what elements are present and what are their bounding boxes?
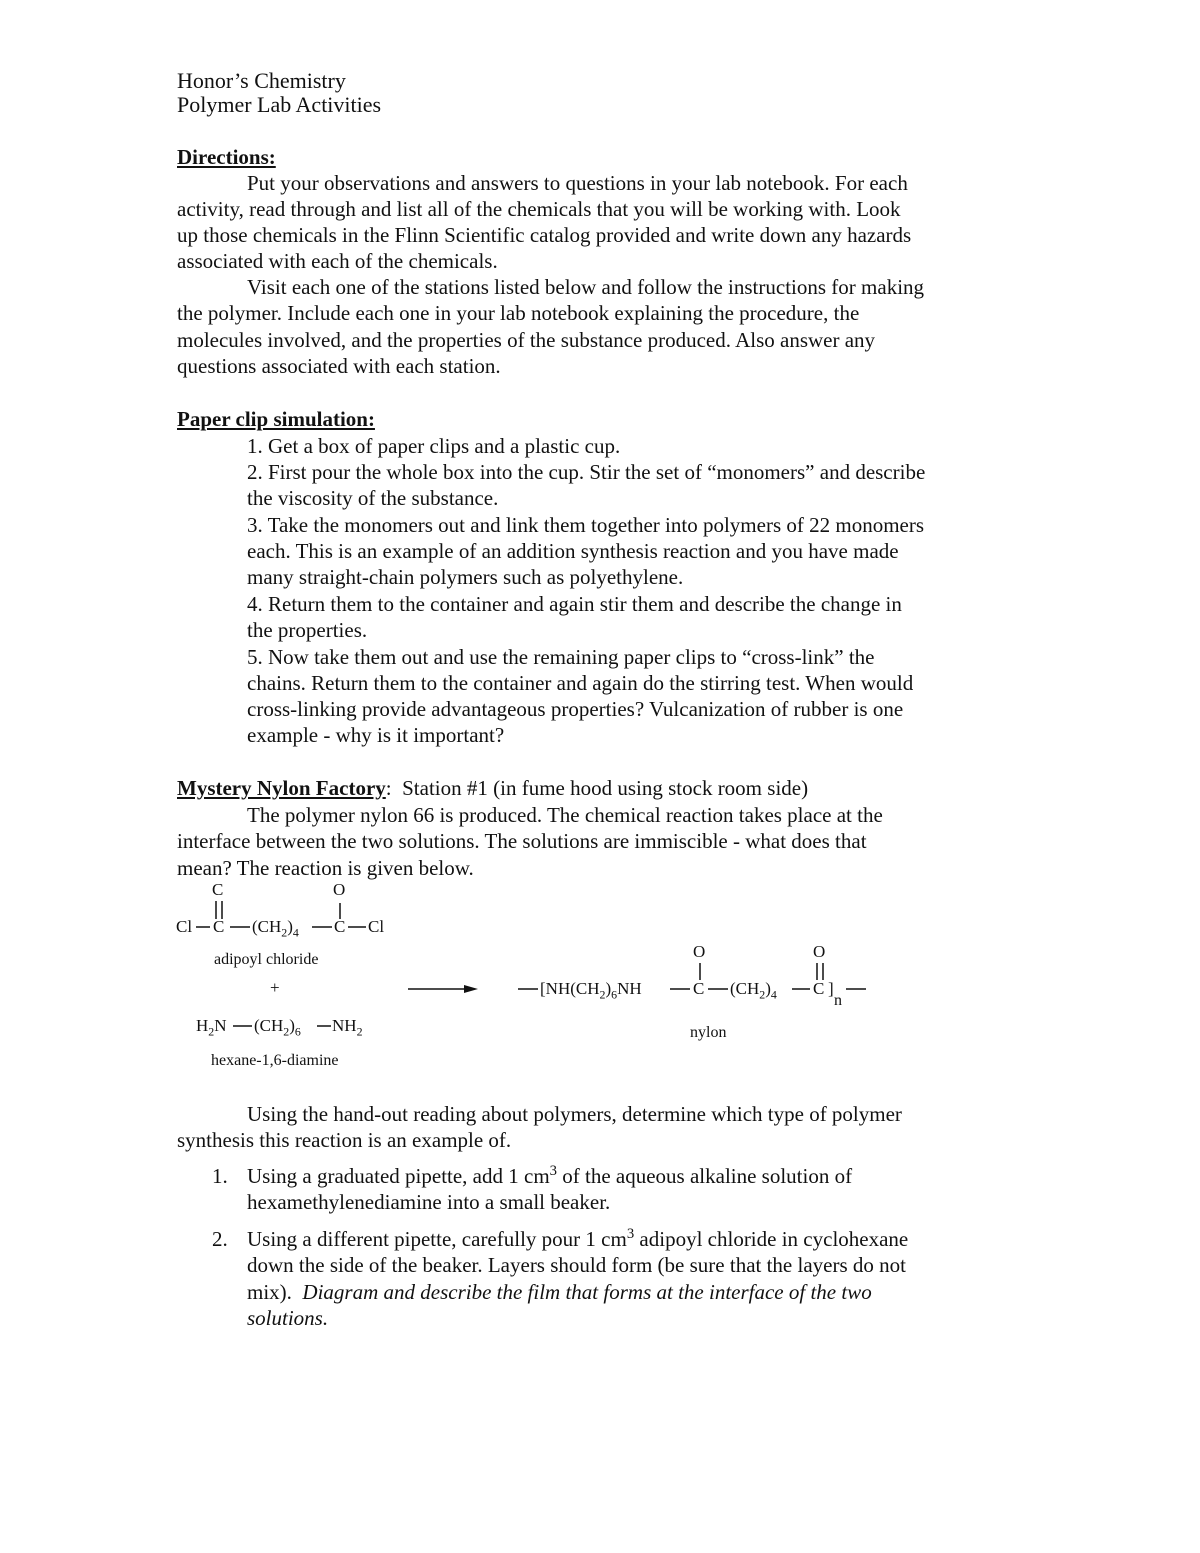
reaction-arrow-head [464,985,478,993]
nylon-station: Station #1 (in fume hood using stock room side) [391,776,809,800]
product-top-o-2: O [813,942,826,961]
adipoyl-cl-left: Cl [176,917,193,936]
paperclip-step-line-8: the properties. [247,618,368,642]
paperclip-step-line-5: each. This is an example of an addition synthesis reaction and you have made [247,539,899,563]
adipoyl-ch2-group: $(CH_2)_4$ [252,917,299,940]
directions-p1-line-2: activity, read through and list all of the chemicals that you will be working with. Look [177,197,901,221]
nylon-step-1-number: 1. [212,1164,228,1188]
hexane-label: hexane-1,6-diamine [211,1052,339,1069]
reaction-plus: + [270,978,280,997]
product-c-2: C [813,979,825,998]
diamine-nh2: $NH_2$ [332,1016,363,1039]
nylon-intro-line-1: The polymer nylon 66 is produced. The chemical reaction takes place at the [247,803,883,827]
product-ch2-group: $(CH_2)_4$ [730,979,777,1002]
nylon-label: nylon [690,1024,727,1041]
nylon-intro-line-3: mean? The reaction is given below. [177,856,474,880]
nylon-step-1-line-2: hexamethylenediamine into a small beaker. [247,1190,611,1214]
diamine-ch2-group: $(CH_2)_6$ [254,1016,301,1039]
directions-p1-line-1: Put your observations and answers to questions in your lab notebook. For each [247,171,908,195]
handout-line-1: Using the hand-out reading about polymers, determine which type of polymer [247,1102,902,1126]
nylon-heading-colon: : [385,776,392,800]
lab-title: Polymer Lab Activities [177,92,382,117]
nylon-step-2-number: 2. [212,1227,228,1251]
product-subscript-n: n [834,992,842,1009]
nylon-intro-line-2: interface between the two solutions. The solutions are immiscible - what does that [177,829,867,853]
adipoyl-top-c: C [212,880,224,899]
nylon-step-2-line-4: solutions. [247,1306,329,1330]
paperclip-step-line-10: chains. Return them to the container and again do the stirring test. When would [247,671,914,695]
directions-p1-line-4: associated with each of the chemicals. [177,249,498,273]
adipoyl-cl-right: Cl [368,917,385,936]
nylon-step-2-line-2: down the side of the beaker. Layers should form (be sure that the layers do not [247,1253,906,1277]
nylon-heading: Mystery Nylon Factory [177,776,386,800]
nylon-step-1-line-1: Using a graduated pipette, add 1 $cm^3$ of the aqueous alkaline solution of [247,1163,853,1188]
paperclip-step-line-7: 4. Return them to the container and again stir them and describe the change in [247,592,902,616]
product-bracket: ] [828,979,834,998]
paperclip-step-line-1: 1. Get a box of paper clips and a plastic cup. [247,434,621,458]
handout-line-2: synthesis this reaction is an example of. [177,1128,512,1152]
directions-p2-line-3: molecules involved, and the properties of the substance produced. Also answer any [177,328,876,352]
directions-p2-line-1: Visit each one of the stations listed below and follow the instructions for making [247,275,925,299]
directions-p2-line-2: the polymer. Include each one in your lab notebook explaining the procedure, the [177,301,860,325]
paperclip-step-line-4: 3. Take the monomers out and link them together into polymers of 22 monomers [247,513,925,537]
directions-p1-line-3: up those chemicals in the Flinn Scientific catalog provided and write down any hazards [177,223,912,247]
paperclip-step-line-12: example - why is it important? [247,723,505,747]
paperclip-step-line-11: cross-linking provide advantageous properties? Vulcanization of rubber is one [247,697,904,721]
paperclip-step-line-6: many straight-chain polymers such as polyethylene. [247,565,684,589]
paperclip-step-line-3: the viscosity of the substance. [247,486,499,510]
adipoyl-label: adipoyl chloride [214,951,319,968]
paperclip-step-line-2: 2. First pour the whole box into the cup. Stir the set of “monomers” and describe [247,460,926,484]
adipoyl-c-left: C [213,917,225,936]
adipoyl-top-o: O [333,880,346,899]
course-title: Honor’s Chemistry [177,68,346,93]
product-top-o-1: O [693,942,706,961]
product-c-1: C [693,979,705,998]
directions-p2-line-4: questions associated with each station. [177,354,501,378]
diamine-h2n: $H_2N$ [196,1016,227,1039]
nylon-step-2-line-3: mix). Diagram and describe the film that forms at the interface of the two [247,1280,872,1304]
adipoyl-c-right: C [334,917,346,936]
directions-heading: Directions: [177,145,276,169]
paperclip-heading: Paper clip simulation: [177,407,375,431]
product-nh-group: [$NH(CH_2)_6NH$ [540,979,642,1002]
paperclip-step-line-9: 5. Now take them out and use the remaining paper clips to “cross-link” the [247,645,875,669]
nylon-step-2-line-1: Using a different pipette, carefully pour 1 $cm^3$ adipoyl chloride in cyclohexane [247,1226,909,1251]
